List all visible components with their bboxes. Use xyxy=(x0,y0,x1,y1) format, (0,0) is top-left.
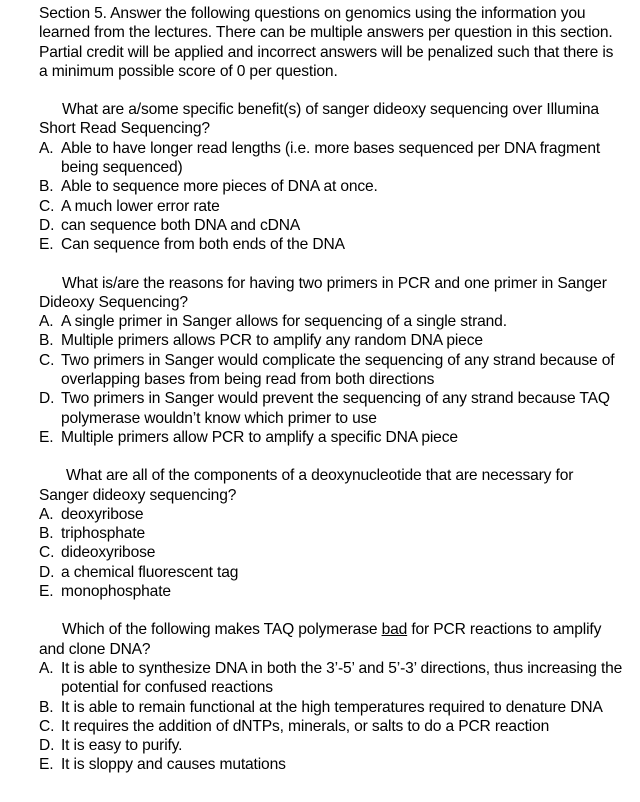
question-1-option-b[interactable] xyxy=(39,177,640,196)
option-letter: D. xyxy=(39,737,55,755)
option-letter: A. xyxy=(39,505,54,523)
option-letter: E. xyxy=(39,756,54,774)
question-3-option-a[interactable] xyxy=(39,505,640,524)
option-text: It is sloppy and causes mutations xyxy=(61,756,286,774)
option-text: A much lower error rate xyxy=(61,197,220,215)
question-3 xyxy=(39,466,640,601)
question-2-option-c[interactable] xyxy=(39,351,639,390)
question-3-option-d[interactable] xyxy=(39,563,640,582)
question-4-option-a[interactable] xyxy=(39,659,639,698)
option-text: Able to have longer read lengths (i.e. more bases sequenced per DNA fragment being sequenced) xyxy=(61,139,601,177)
question-3-option-b[interactable] xyxy=(39,524,640,543)
option-letter: B. xyxy=(39,525,54,543)
option-letter: E. xyxy=(39,428,54,446)
question-1-option-a[interactable] xyxy=(39,139,639,178)
option-letter: B. xyxy=(39,332,54,350)
option-text: can sequence both DNA and cDNA xyxy=(61,216,301,234)
question-4-option-d[interactable] xyxy=(39,736,640,755)
option-text: Can sequence from both ends of the DNA xyxy=(61,236,345,254)
question-4-option-e[interactable] xyxy=(39,755,640,774)
stem-part: for PCR reactions to amplify and clone DNA? xyxy=(39,621,602,658)
option-text: a chemical fluorescent tag xyxy=(61,563,239,581)
option-letter: D. xyxy=(39,390,55,408)
option-text: It is able to remain functional at the high temperatures required to denature DNA xyxy=(61,698,603,716)
question-1-option-e[interactable] xyxy=(39,235,640,254)
option-text: dideoxyribose xyxy=(61,544,156,562)
option-text: monophosphate xyxy=(61,583,171,601)
question-1 xyxy=(39,100,640,254)
option-letter: D. xyxy=(39,216,55,234)
question-1-stem: What are a/some specific benefit(s) of sanger dideoxy sequencing over Illumina Short Read Sequencing? xyxy=(39,101,599,138)
option-letter: A. xyxy=(39,313,54,331)
question-3-option-c[interactable] xyxy=(39,543,640,562)
question-2-option-d[interactable] xyxy=(39,389,639,428)
section-instructions: Section 5. Answer the following questions on genomics using the information you learned from the lectures. There can be multiple answers per question in this section. Partial credit will be applied and incorrect answers will be penalized such that there is a minimum possible score of 0 per question. xyxy=(39,5,614,80)
option-letter: B. xyxy=(39,698,54,716)
question-1-option-d[interactable] xyxy=(39,216,640,235)
option-text: Able to sequence more pieces of DNA at once. xyxy=(61,178,378,196)
option-letter: C. xyxy=(39,351,55,369)
question-4 xyxy=(39,620,640,774)
stem-part: Which of the following makes TAQ polymerase xyxy=(62,621,382,639)
question-2-option-a[interactable] xyxy=(39,312,640,331)
option-letter: C. xyxy=(39,717,55,735)
question-2-stem: What is/are the reasons for having two primers in PCR and one primer in Sanger Dideoxy Sequencing? xyxy=(39,274,607,311)
question-1-option-c[interactable] xyxy=(39,197,640,216)
option-letter: C. xyxy=(39,544,55,562)
question-4-option-c[interactable] xyxy=(39,717,640,736)
question-3-stem: What are all of the components of a deoxynucleotide that are necessary for Sanger dideoxy sequencing? xyxy=(39,467,574,504)
option-text: It is easy to purify. xyxy=(61,737,183,755)
question-3-options xyxy=(39,505,640,601)
option-letter: E. xyxy=(39,236,54,254)
option-letter: B. xyxy=(39,178,54,196)
emphasis-bad: bad xyxy=(381,621,408,639)
question-2 xyxy=(39,274,640,448)
option-text: It requires the addition of dNTPs, minerals, or salts to do a PCR reaction xyxy=(61,717,550,735)
question-3-option-e[interactable] xyxy=(39,582,640,601)
option-letter: A. xyxy=(39,139,54,157)
question-1-options xyxy=(39,139,640,255)
option-letter: C. xyxy=(39,197,55,215)
question-2-option-b[interactable] xyxy=(39,331,640,350)
option-text: Multiple primers allows PCR to amplify any random DNA piece xyxy=(61,332,483,350)
question-2-options xyxy=(39,312,640,447)
option-text: It is able to synthesize DNA in both the 3’-5’ and 5’-3’ directions, thus increasing the potential for confused reactions xyxy=(61,659,623,697)
question-4-option-b[interactable] xyxy=(39,698,639,717)
option-text: A single primer in Sanger allows for sequencing of a single strand. xyxy=(61,313,507,331)
option-letter: D. xyxy=(39,563,55,581)
option-text: deoxyribose xyxy=(61,505,144,523)
option-text: Multiple primers allow PCR to amplify a specific DNA piece xyxy=(61,428,458,446)
question-2-option-e[interactable] xyxy=(39,428,640,447)
option-text: Two primers in Sanger would complicate the sequencing of any strand because of overlapping bases from being read from both directions xyxy=(61,351,615,389)
question-4-stem xyxy=(39,620,619,659)
option-text: triphosphate xyxy=(61,525,146,543)
option-text: Two primers in Sanger would prevent the sequencing of any strand because TAQ polymerase wouldn’t know which primer to use xyxy=(61,390,610,427)
question-4-options xyxy=(39,659,640,775)
option-letter: A. xyxy=(39,659,54,677)
option-letter: E. xyxy=(39,583,54,601)
